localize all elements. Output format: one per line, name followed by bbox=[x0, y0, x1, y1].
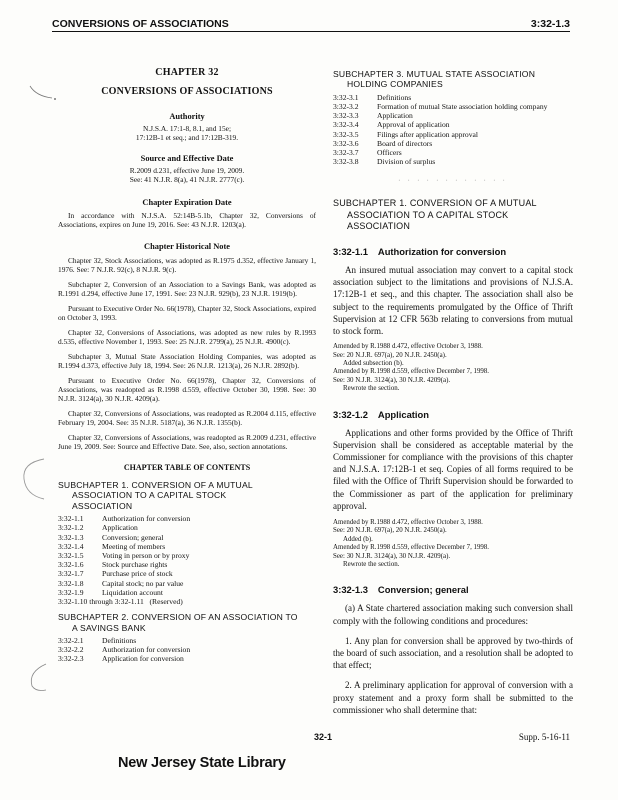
section-number: 3:32-1.2 bbox=[333, 408, 368, 420]
section-1-3-paragraph-a: (a) A State chartered association making such conversion shall comply with the following conditions and procedures: bbox=[333, 603, 573, 626]
section-title: Application bbox=[377, 408, 429, 420]
subchapter-2-title: SUBCHAPTER 2. CONVERSION OF AN ASSOCIATION TO A SAVINGS BANK bbox=[58, 612, 298, 633]
section-number: 3:32-1.3 bbox=[333, 584, 368, 596]
toc-subchapter-3 bbox=[333, 93, 573, 167]
toc-section-title[interactable]: (Reserved) bbox=[149, 597, 183, 607]
section-title: Conversion; general bbox=[377, 584, 469, 596]
toc-subchapter-2 bbox=[58, 636, 316, 664]
toc-section-number[interactable]: 3:32-1.7 bbox=[58, 569, 84, 579]
toc-section-title[interactable]: Approval of application bbox=[377, 120, 450, 130]
section-title: Authorization for conversion bbox=[377, 245, 507, 257]
binder-mark-top bbox=[22, 68, 58, 108]
history-paragraph: Subchapter 3, Mutual State Association Holding Companies, was adopted as R.1994 d.373, effective July 18, 1994. See: 26 N.J.R. 1213(a), 26 N.J.R. 2892(b). bbox=[58, 352, 316, 370]
toc-section-title[interactable]: Liquidation account bbox=[102, 587, 163, 597]
section-1-3-item-2: 2. A preliminary application for approval of conversion with a proxy statement and a proxy form shall be submitted to the commissioner who shall determine that: bbox=[333, 680, 573, 715]
toc-section-number[interactable]: 3:32-3.2 bbox=[333, 102, 359, 112]
toc-section-title[interactable]: Stock purchase rights bbox=[102, 560, 168, 570]
toc-section-number[interactable]: 3:32-2.1 bbox=[58, 636, 84, 646]
authority-heading: Authority bbox=[169, 112, 205, 121]
toc-section-number[interactable]: 3:32-1.1 bbox=[58, 514, 84, 524]
toc-section-number[interactable]: 3:32-3.4 bbox=[333, 120, 359, 130]
source-line-1: R.2009 d.231, effective June 19, 2009. bbox=[129, 166, 245, 175]
toc-section-number[interactable]: 3:32-1.3 bbox=[58, 532, 84, 542]
left-column bbox=[58, 66, 316, 664]
section-1-1-notes: Amended by R.1988 d.472, effective October 3, 1988. See: 20 N.J.R. 697(a), 20 N.J.R. 2450(a). Added subsection (b). Amended by R.1998 d.559, effective December 7, 1998. See: 30 N.J.R. 3124(a), 30 N.J.R. 4209(a). Rewrote the section. bbox=[333, 343, 490, 393]
section-1-3-heading bbox=[333, 584, 573, 596]
section-1-1-text: An insured mutual association may convert to a capital stock association subject to the limitations and provisions of N.J.S.A. 17:12B-1 et seq., and this chapter. The association shall also be subject to the requirements promulgated by the Office of Thrift Supervision at 12 CFR 563b relating to conversions from mutual to stock form. bbox=[333, 264, 573, 336]
toc-section-title[interactable]: Authorization for conversion bbox=[102, 645, 191, 655]
subchapter-1-title: SUBCHAPTER 1. CONVERSION OF A MUTUAL ASSOCIATION TO A CAPITAL STOCK ASSOCIATION bbox=[58, 480, 253, 511]
section-1-2-text: Applications and other forms provided by the Office of Thrift Supervision shall be considered as acceptable material by the Commissioner for compliance with the provisions of this chapter and N.J.S.A. 17:12B-1 et seq. Copies of all forms required to be filed with the Office of Thrift Supervision should be forwarded to the Commissioner as part of the application for preliminary approval. bbox=[333, 427, 573, 511]
toc-section-title[interactable]: Application bbox=[377, 111, 413, 121]
toc-section-title[interactable]: Application bbox=[102, 523, 138, 533]
toc-section-title[interactable]: Capital stock; no par value bbox=[102, 578, 184, 588]
section-number: 3:32-1.1 bbox=[333, 245, 368, 257]
toc-section-number[interactable]: 3:32-1.8 bbox=[58, 578, 84, 588]
binder-mark-bottom bbox=[22, 660, 52, 700]
authority-line-1: N.J.S.A. 17:1-8, 8.1, and 15e; bbox=[142, 124, 232, 133]
history-paragraph: Pursuant to Executive Order No. 66(1978), Chapter 32, Stock Associations, expired on October 3, 1993. bbox=[58, 304, 316, 322]
toc-section-number[interactable]: 3:32-3.3 bbox=[333, 111, 359, 121]
header-title: CONVERSIONS OF ASSOCIATIONS bbox=[52, 18, 229, 30]
section-1-2-heading bbox=[333, 409, 573, 421]
toc-section-title[interactable]: Purchase price of stock bbox=[102, 569, 173, 579]
toc-section-number[interactable]: 3:32-3.7 bbox=[333, 148, 359, 158]
header-section: 3:32-1.3 bbox=[530, 18, 570, 30]
chapter-title: CONVERSIONS OF ASSOCIATIONS bbox=[101, 86, 273, 97]
history-paragraph: Chapter 32, Stock Associations, was adopted as R.1975 d.352, effective January 1, 1976. See: 7 N.J.R. 92(c), 8 N.J.R. 9(c). bbox=[58, 256, 316, 274]
source-heading: Source and Effective Date bbox=[140, 154, 234, 163]
toc-section-number[interactable]: 3:32-1.4 bbox=[58, 541, 84, 551]
expiration-text: In accordance with N.J.S.A. 52:14B-5.1b, Chapter 32, Conversions of Associations, expires on June 19, 2016. See: 43 N.J.R. 1203(a). bbox=[58, 211, 316, 229]
section-divider: · · · · · · · · · · · · bbox=[398, 178, 508, 185]
library-stamp: New Jersey State Library bbox=[118, 755, 286, 771]
section-1-2-notes: Amended by R.1988 d.472, effective October 3, 1988. See: 20 N.J.R. 697(a), 20 N.J.R. 2450(a). Added (b). Amended by R.1998 d.559, effective December 7, 1998. See: 30 N.J.R. 3124(a), 30 N.J.R. 4209(a). Rewrote the section. bbox=[333, 519, 490, 569]
toc-subchapter-1 bbox=[58, 514, 316, 597]
toc-section-number[interactable]: 3:32-3.5 bbox=[333, 129, 359, 139]
running-header bbox=[52, 14, 570, 30]
toc-heading: CHAPTER TABLE OF CONTENTS bbox=[123, 463, 251, 472]
toc-section-number[interactable]: 3:32-3.8 bbox=[333, 157, 359, 167]
toc-section-title[interactable]: Definitions bbox=[102, 636, 137, 646]
history-paragraph: Chapter 32, Conversions of Associations, was readopted as R.2004 d.115, effective February 19, 2004. See: 35 N.J.R. 5187(a), 36 N.J.R. 1355(b). bbox=[58, 409, 316, 427]
source-line-2: See: 41 N.J.R. 8(a), 41 N.J.R. 2777(c). bbox=[129, 175, 245, 184]
history-paragraph: Chapter 32, Conversions of Associations, was adopted as new rules by R.1993 d.535, effective November 1, 1993. See: 25 N.J.R. 2799(a), 25 N.J.R. 4900(c). bbox=[58, 328, 316, 346]
supplement-date: Supp. 5-16-11 bbox=[518, 732, 570, 742]
page-number: 32-1 bbox=[314, 732, 333, 742]
history-heading: Chapter Historical Note bbox=[144, 242, 230, 251]
toc-section-title[interactable]: Division of surplus bbox=[377, 157, 436, 167]
toc-section-number[interactable]: 3:32-2.3 bbox=[58, 654, 84, 664]
history-paragraph: Pursuant to Executive Order No. 66(1978), Chapter 32, Conversions of Associations, was readopted as R.1998 d.559, effective October 30, 1998. See: 30 N.J.R. 3124(a), 30 N.J.R. 4209(a). bbox=[58, 376, 316, 403]
toc-section-number[interactable]: 3:32-1.10 through 3:32-1.11 bbox=[58, 597, 144, 607]
toc-section-title[interactable]: Conversion; general bbox=[102, 532, 164, 542]
toc-section-title[interactable]: Application for conversion bbox=[102, 654, 184, 664]
toc-section-title[interactable]: Board of directors bbox=[377, 138, 433, 148]
toc-section-number[interactable]: 3:32-3.1 bbox=[333, 92, 359, 102]
right-column bbox=[333, 69, 573, 716]
toc-section-number[interactable]: 3:32-2.2 bbox=[58, 645, 84, 655]
toc-section-number[interactable]: 3:32-1.2 bbox=[58, 523, 84, 533]
section-1-1-heading bbox=[333, 246, 573, 258]
section-1-3-item-1: 1. Any plan for conversion shall be approved by two-thirds of the board of such association, and a resolution shall be adopted to that effect; bbox=[333, 635, 573, 671]
history-paragraph: Subchapter 2, Conversion of an Association to a Savings Bank, was adopted as R.1991 d.294, effective June 17, 1991. See: 23 N.J.R. 929(b), 23 N.J.R. 1919(b). bbox=[58, 280, 316, 298]
subchapter-1-heading: SUBCHAPTER 1. CONVERSION OF A MUTUAL ASSOCIATION TO A CAPITAL STOCK ASSOCIATION bbox=[333, 198, 537, 232]
chapter-number: CHAPTER 32 bbox=[155, 67, 219, 78]
toc-section-title[interactable]: Meeting of members bbox=[102, 541, 166, 551]
binder-hole-middle bbox=[18, 455, 48, 505]
toc-section-number[interactable]: 3:32-1.6 bbox=[58, 560, 84, 570]
toc-section-title[interactable]: Officers bbox=[377, 148, 402, 158]
toc-section-title[interactable]: Authorization for conversion bbox=[102, 514, 191, 524]
subchapter-3-title: SUBCHAPTER 3. MUTUAL STATE ASSOCIATION HOLDING COMPANIES bbox=[333, 69, 536, 90]
toc-section-title[interactable]: Formation of mutual State association holding company bbox=[377, 102, 548, 112]
toc-section-number[interactable]: 3:32-1.5 bbox=[58, 551, 84, 561]
expiration-heading: Chapter Expiration Date bbox=[142, 198, 232, 207]
authority-line-2: 17:12B-1 et seq.; and 17:12B-319. bbox=[135, 133, 239, 142]
history-paragraph: Chapter 32, Conversions of Associations, was readopted as R.2009 d.231, effective June 19, 2009. See: Source and Effective Date. See, also, section annotations. bbox=[58, 433, 316, 451]
toc-section-title[interactable]: Definitions bbox=[377, 92, 412, 102]
header-rule bbox=[52, 31, 570, 32]
toc-reserved-row bbox=[58, 597, 316, 606]
toc-section-number[interactable]: 3:32-1.9 bbox=[58, 587, 84, 597]
toc-section-title[interactable]: Filings after application approval bbox=[377, 129, 479, 139]
toc-section-title[interactable]: Voting in person or by proxy bbox=[102, 551, 190, 561]
toc-section-number[interactable]: 3:32-3.6 bbox=[333, 138, 359, 148]
